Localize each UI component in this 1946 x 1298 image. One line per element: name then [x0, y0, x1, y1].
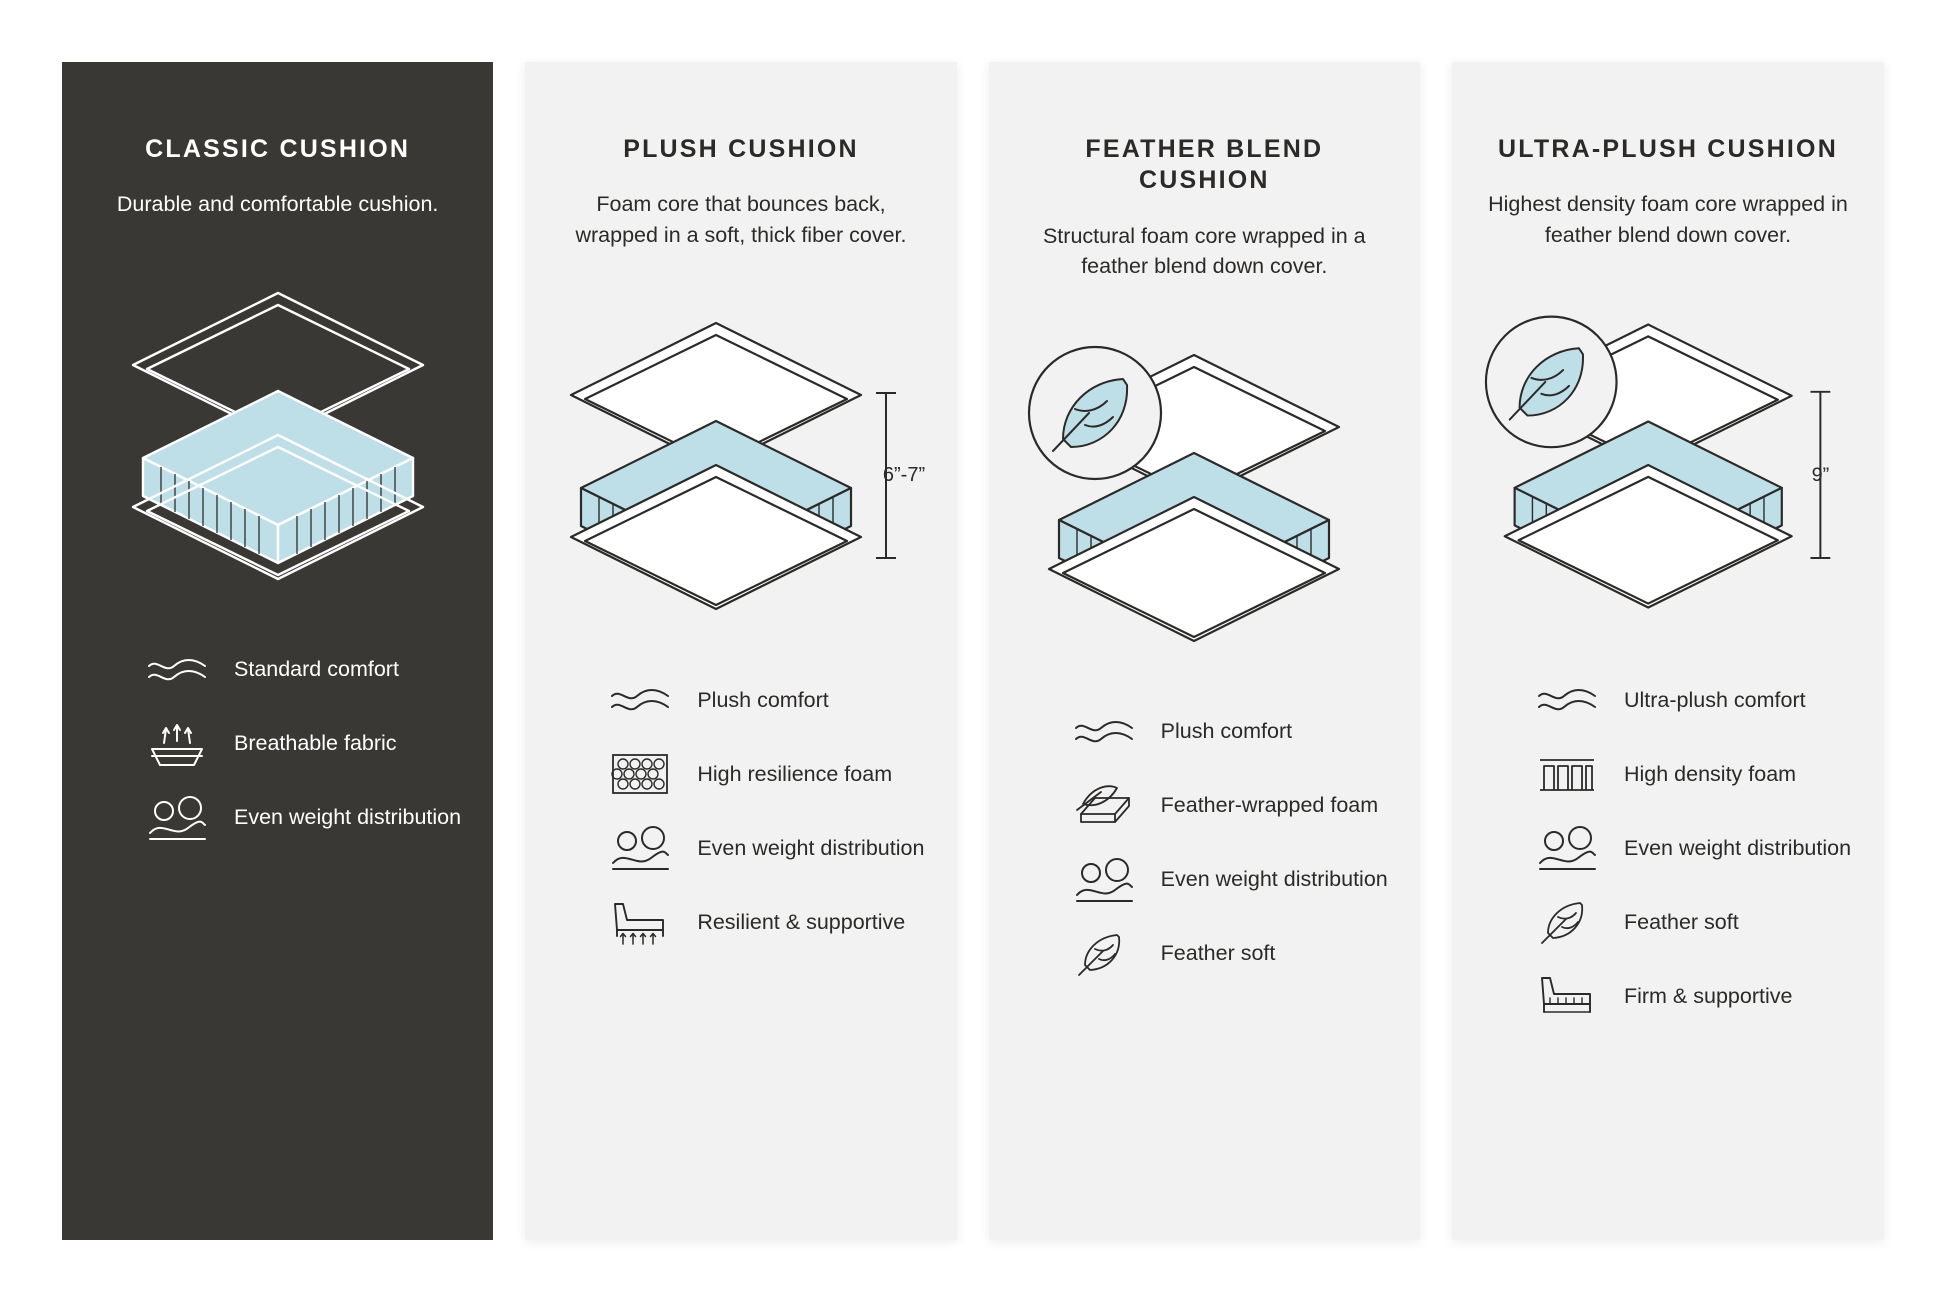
feature-label: Firm & supportive	[1623, 983, 1793, 1008]
feature-label: Even weight distribution	[1623, 835, 1852, 860]
card-ultra-plush-cushion[interactable]	[1452, 62, 1884, 1240]
feature-label: Resilient & supportive	[697, 909, 906, 934]
wave-icon	[609, 685, 683, 715]
feature-label: Breathable fabric	[234, 731, 397, 756]
wave-icon	[1073, 717, 1147, 747]
feature-item	[1536, 822, 1856, 874]
feature-label: High density foam	[1623, 761, 1797, 786]
card-title: ULTRA-PLUSH CUSHION	[1498, 135, 1838, 163]
high-density-foam-icon	[1536, 752, 1610, 796]
feature-label: High resilience foam	[697, 761, 893, 786]
lounge-support-icon	[609, 898, 683, 946]
card-plush-cushion[interactable]	[525, 62, 956, 1240]
exploded-cushion-diagram	[1480, 303, 1856, 633]
feather-wrapped-foam-icon	[1073, 782, 1147, 830]
feature-item	[146, 718, 465, 770]
feature-item	[146, 792, 465, 844]
feature-label: Feather soft	[1623, 909, 1739, 934]
feature-label: Feather-wrapped foam	[1160, 793, 1379, 818]
feature-item	[1536, 970, 1856, 1022]
feature-item	[1073, 928, 1392, 980]
weight-distribution-icon	[1073, 857, 1147, 903]
feature-item	[609, 748, 928, 800]
card-title: PLUSH CUSHION	[623, 135, 859, 163]
feature-item	[609, 822, 928, 874]
card-classic-cushion[interactable]	[62, 62, 493, 1240]
feature-label: Standard comfort	[234, 657, 399, 682]
breathable-fabric-icon	[146, 721, 220, 767]
exploded-cushion-diagram	[556, 303, 926, 633]
card-description: Foam core that bounces back, wrapped in a soft, thick fiber cover.	[575, 192, 907, 247]
feature-item	[609, 674, 928, 726]
feature-label: Ultra-plush comfort	[1623, 687, 1806, 712]
cushion-layers-illustration-plush	[553, 268, 928, 668]
dimension-label: 9”	[1811, 464, 1830, 487]
exploded-cushion-diagram	[1019, 335, 1389, 665]
feature-item	[1073, 854, 1392, 906]
feature-list	[1017, 706, 1392, 1002]
exploded-cushion-diagram	[113, 273, 443, 603]
honeycomb-foam-icon	[609, 750, 683, 798]
feather-badge-icon	[1029, 347, 1161, 479]
card-title: CLASSIC CUSHION	[145, 135, 411, 163]
card-title: FEATHER BLEND CUSHION	[1085, 135, 1324, 195]
feature-item	[146, 644, 465, 696]
feature-item	[1073, 780, 1392, 832]
cushion-layers-illustration-classic	[90, 238, 465, 638]
feature-item	[1536, 748, 1856, 800]
weight-distribution-icon	[1536, 825, 1610, 871]
feather-badge-icon	[1486, 317, 1617, 448]
card-description: Highest density foam core wrapped in feather blend down cover.	[1488, 192, 1848, 247]
dimension-label: 6”-7”	[882, 464, 926, 487]
feature-label: Even weight distribution	[1160, 867, 1388, 892]
feature-list	[1480, 674, 1856, 1044]
feature-item	[609, 896, 928, 948]
card-feather-blend-cushion[interactable]	[989, 62, 1420, 1240]
feature-item	[1536, 896, 1856, 948]
card-description: Durable and comfortable cushion.	[116, 192, 439, 217]
feature-label: Plush comfort	[697, 687, 829, 712]
cushion-layers-illustration-feather-blend	[1017, 300, 1392, 700]
feature-item	[1536, 674, 1856, 726]
feature-item	[1073, 706, 1392, 758]
feature-list	[553, 674, 928, 970]
wave-icon	[146, 655, 220, 685]
feature-label: Plush comfort	[1160, 719, 1293, 744]
feature-list	[90, 644, 465, 866]
feather-icon	[1536, 897, 1610, 947]
card-description: Structural foam core wrapped in a feather blend down cover.	[1042, 223, 1366, 279]
lounge-support-icon	[1536, 972, 1610, 1020]
feature-label: Feather soft	[1160, 941, 1276, 966]
cushion-layers-illustration-ultra-plush	[1480, 268, 1856, 668]
feather-icon	[1073, 929, 1147, 979]
wave-icon	[1536, 685, 1610, 715]
weight-distribution-icon	[146, 795, 220, 841]
weight-distribution-icon	[609, 825, 683, 871]
feature-label: Even weight distribution	[234, 805, 462, 830]
feature-label: Even weight distribution	[697, 835, 925, 860]
